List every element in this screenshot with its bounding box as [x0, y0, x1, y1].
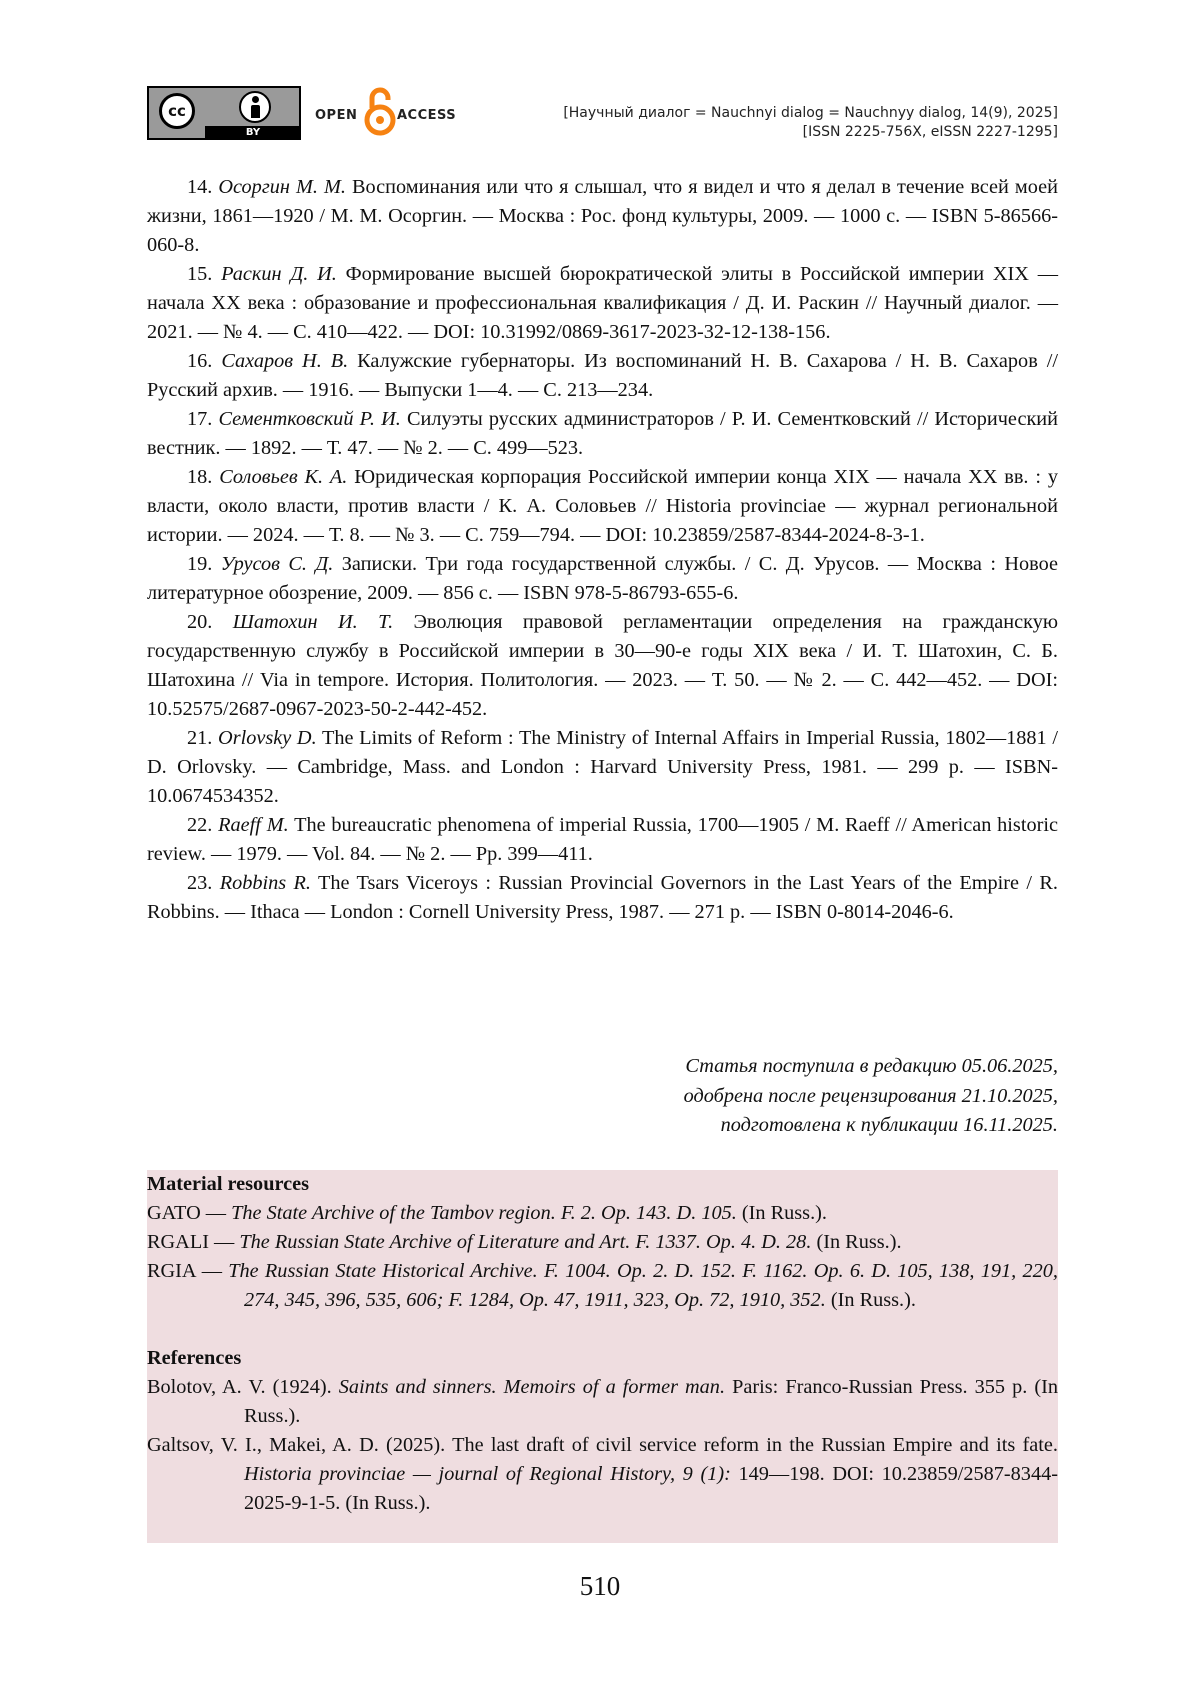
- english-reference-entry: [147, 1373, 1058, 1431]
- reference-text: Формирование высшей бюрократической элиты в Российской империи XIX — начала XX века : образование и профессиональная квалификация / Д. И. Раскин // Научный диалог. — 2021. — № 4. — С. 410—422. — DOI: 10.31992/0869-3617-2023-32-12-138-156.: [147, 263, 1059, 343]
- by-label: BY: [205, 126, 301, 140]
- access-label: ACCESS: [397, 108, 457, 123]
- reference-author: Соловьев К. А.: [219, 466, 348, 488]
- english-references-list: [147, 1373, 1058, 1518]
- reference-entry: [147, 173, 1058, 260]
- reference-entry: [147, 550, 1058, 608]
- material-resources-list: [147, 1199, 1058, 1315]
- reference-number: 23.: [187, 872, 213, 894]
- journal-issn-line: [ISSN 2225-756X, eISSN 2227-1295]: [802, 124, 1058, 140]
- archive-abbr: GATO —: [147, 1202, 232, 1224]
- cc-icon: cc: [159, 93, 195, 129]
- prepared-line: подготовлена к публикации 16.11.2025.: [720, 1114, 1058, 1136]
- reference-title: Historia provinciae — journal of Regional History, 9 (1):: [244, 1463, 731, 1485]
- reference-text: Силуэты русских администраторов / Р. И. Сементковский // Исторический вестник. — 1892. — Т. 47. — № 2. — С. 499—523.: [147, 408, 1059, 459]
- journal-citation: [563, 104, 1058, 142]
- reference-author: Шатохин И. Т.: [232, 611, 394, 633]
- received-line: Статья поступила в редакцию 05.06.2025,: [685, 1055, 1058, 1077]
- page-header: [147, 86, 1058, 146]
- archive-description: The Russian State Historical Archive. F. 1004. Op. 2. D. 152. F. 1162. Op. 6. D. 105, 138, 191, 220, 274, 345, 396, 535, 606; F. 1284, Op. 47, 1911, 323, Op. 72, 1910, 352.: [228, 1260, 1058, 1311]
- reference-tail: 149—198. DOI: 10.23859/2587-8344-2025-9-1-5. (In Russ.).: [244, 1463, 1058, 1514]
- archive-abbr: RGIA —: [147, 1260, 229, 1282]
- english-references-section: [147, 1170, 1058, 1543]
- reference-tail: Paris: Franco-Russian Press. 355 p. (In Russ.).: [244, 1376, 1058, 1427]
- reference-entry: [147, 608, 1058, 724]
- reference-list: [147, 173, 1058, 927]
- attribution-icon: [239, 91, 271, 123]
- reference-number: 20.: [187, 611, 213, 633]
- reference-lead: Bolotov, A. V. (1924).: [147, 1376, 339, 1398]
- reference-author: Раскин Д. И.: [221, 263, 337, 285]
- reference-entry: [147, 260, 1058, 347]
- material-resources-title: Material resources: [147, 1173, 310, 1195]
- archive-description: The State Archive of the Tambov region. F. 2. Op. 143. D. 105.: [231, 1202, 737, 1224]
- reference-number: 17.: [187, 408, 213, 430]
- reference-text: Воспоминания или что я слышал, что я видел и что я делал в течение всей моей жизни, 1861—1920 / М. М. Осоргин. — Москва : Рос. фонд культуры, 2009. — 1000 с. — ISBN 5-86566-060-8.: [147, 176, 1058, 256]
- reference-number: 18.: [187, 466, 213, 488]
- reference-author: Raeff M.: [218, 814, 289, 836]
- references-title: References: [147, 1347, 242, 1369]
- reference-text: The Tsars Viceroys : Russian Provincial Governors in the Last Years of the Empire / R. Robbins. — Ithaca — London : Cornell University Press, 1987. — 271 p. — ISBN 0-8014-2046-6.: [147, 872, 1058, 923]
- reference-lead: Galtsov, V. I., Makei, A. D. (2025). The last draft of civil service reform in the Russian Empire and its fate.: [147, 1434, 1058, 1456]
- article-received-dates: [147, 1052, 1058, 1141]
- open-access-logo: [315, 86, 465, 140]
- reference-title: Saints and sinners. Memoirs of a former man.: [338, 1376, 726, 1398]
- archive-note: (In Russ.).: [736, 1202, 827, 1224]
- english-reference-entry: [147, 1431, 1058, 1518]
- reference-text: Эволюция правовой регламентации определения на гражданскую государственную службу в Российской империи в 30—90-е годы XIX века / И. Т. Шатохин, С. Б. Шатохина // Via in tempore. История. Политология. — 2023. — Т. 50. — № 2. — С. 442—452. — DOI: 10.52575/2687-0967-2023-50-2-442-452.: [147, 611, 1058, 720]
- reference-entry: [147, 869, 1058, 927]
- reference-number: 22.: [187, 814, 213, 836]
- reference-text: Калужские губернаторы. Из воспоминаний Н. В. Сахарова / Н. В. Сахаров // Русский архив. — 1916. — Выпуски 1—4. — С. 213—234.: [147, 350, 1058, 401]
- journal-title-line: [Научный диалог = Nauchnyi dialog = Nauchnyy dialog, 14(9), 2025]: [563, 105, 1058, 121]
- material-resource-entry: [147, 1228, 1058, 1257]
- reference-author: Сахаров Н. В.: [221, 350, 349, 372]
- reference-text: The Limits of Reform : The Ministry of Internal Affairs in Imperial Russia, 1802—1881 / D. Orlovsky. — Cambridge, Mass. and London : Harvard University Press, 1981. — 299 p. — ISBN-10.0674534352.: [147, 727, 1059, 807]
- reference-text: Юридическая корпорация Российской империи конца XIX — начала XX вв. : у власти, около власти, против власти / К. А. Соловьев // Historia provinciae — журнал региональной истории. — 2024. — Т. 8. — № 3. — С. 759—794. — DOI: 10.23859/2587-8344-2024-8-3-1.: [147, 466, 1059, 546]
- material-resource-entry: [147, 1257, 1058, 1315]
- reference-number: 14.: [187, 176, 213, 198]
- reference-text: The bureaucratic phenomena of imperial Russia, 1700—1905 / M. Raeff // American historic review. — 1979. — Vol. 84. — № 2. — Pp. 399—411.: [147, 814, 1058, 865]
- reference-number: 19.: [187, 553, 213, 575]
- reference-entry: [147, 724, 1058, 811]
- page-number: 510: [579, 1571, 621, 1601]
- archive-description: The Russian State Archive of Literature and Art. F. 1337. Op. 4. D. 28.: [239, 1231, 812, 1253]
- reference-author: Урусов С. Д.: [220, 553, 334, 575]
- reference-number: 15.: [187, 263, 213, 285]
- open-label: OPEN: [315, 108, 358, 123]
- cc-by-license-badge[interactable]: [147, 86, 301, 140]
- reference-entry: [147, 405, 1058, 463]
- reference-text: Записки. Три года государственной службы. / С. Д. Урусов. — Москва : Новое литературное обозрение, 2009. — 856 с. — ISBN 978-5-86793-655-6.: [147, 553, 1059, 604]
- open-lock-icon: [363, 86, 397, 136]
- reference-author: Сементковский Р. И.: [218, 408, 401, 430]
- reference-number: 16.: [187, 350, 213, 372]
- archive-abbr: RGALI —: [147, 1231, 240, 1253]
- reference-entry: [147, 463, 1058, 550]
- reference-number: 21.: [187, 727, 213, 749]
- reference-author: Orlovsky D.: [218, 727, 317, 749]
- archive-note: (In Russ.).: [811, 1231, 902, 1253]
- archive-note: (In Russ.).: [825, 1289, 916, 1311]
- reference-author: Robbins R.: [219, 872, 312, 894]
- reference-author: Осоргин М. М.: [218, 176, 346, 198]
- reference-entry: [147, 347, 1058, 405]
- approved-line: одобрена после рецензирования 21.10.2025,: [683, 1084, 1058, 1107]
- reference-entry: [147, 811, 1058, 869]
- material-resource-entry: [147, 1199, 1058, 1228]
